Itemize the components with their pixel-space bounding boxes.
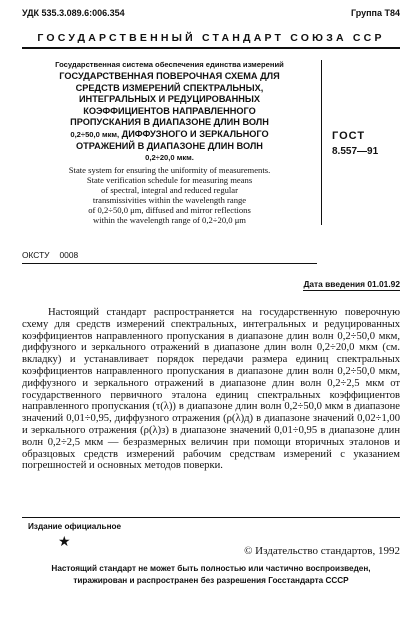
disclaimer-line: тиражирован и распространен без разрешения Госстандарта СССР [73, 576, 349, 585]
system-name: Государственная система обеспечения единства измерений [55, 60, 284, 69]
title-column [22, 60, 322, 225]
title-en-line: State system for ensuring the uniformity of measurements. [68, 164, 271, 175]
title-en-line: of spectral, integral and reduced regular [101, 184, 238, 195]
edition-label: Издание официальное [28, 522, 122, 531]
okstu-line [22, 250, 317, 264]
okstu-label: ОКСТУ [22, 250, 50, 260]
title-ru-line: ИНТЕГРАЛЬНЫХ И РЕДУЦИРОВАННЫХ [78, 94, 261, 105]
okstu-code: 0008 [59, 250, 79, 260]
gost-column [322, 60, 400, 225]
title-ru-line [22, 129, 317, 141]
title-ru-line: КОЭФФИЦИЕНТОВ НАПРАВЛЕННОГО [83, 105, 256, 116]
standard-banner: ГОСУДАРСТВЕННЫЙ СТАНДАРТ СОЮЗА ССР [22, 32, 400, 49]
title-en-line: transmissivities within the wavelength range [92, 194, 247, 205]
body-text [22, 307, 400, 472]
body-paragraph: Настоящий стандарт распространяется на государственную поверочную схему для средств измерений спектральных, интегральных и редуцированных коэффициентов направленного пропускания в диапазоне длин волн 0,2÷50,0 мкм, диффузного и зеркального отражений в диапазоне длин волн 0,2÷20,0 мкм (см. вкладку) и устанавливает порядок передачи размера единиц спектральных коэффициентов направленного пропускания в диапазоне длин волн 0,2÷50,0 мкм, диффузного и зеркального отражений в диапазоне длин волн 0,2÷2,5 мкм от государственного первичного эталона единиц спектральных коэффициентов направленного пропускания (τ(λ)) в диапазоне длин волн 0,2÷50,0 мкм в диапазоне значений 0,01÷0,95, диффузного отражения (ρ(λ)д) в диапазоне значений 0,02÷1,00 и зеркального отражения (ρ(λ)з) в диапазоне значений 0,01÷0,95 в диапазоне длин волн 0,2÷2,5 мкм — безразмерных величин при помощи вторичных эталонов и образцовых средств измерений рабочим средствам измерений с указанием погрешностей и основных методов поверки. [22, 307, 400, 472]
title-block [22, 60, 400, 225]
copyright-notice: © Издательство стандартов, 1992 [244, 545, 400, 557]
star-icon: ★ [58, 535, 71, 550]
title-ru-line: ПРОПУСКАНИЯ В ДИАПАЗОНЕ ДЛИН ВОЛН [70, 117, 269, 128]
title-ru-line: ГОСУДАРСТВЕННАЯ ПОВЕРОЧНАЯ СХЕМА ДЛЯ [59, 71, 280, 81]
title-ru-fragment: ДИФФУЗНОГО И ЗЕРКАЛЬНОГО [119, 128, 269, 139]
title-en-line: within the wavelength range of 0,2÷20,0 μm [93, 214, 246, 225]
title-ru-line: СРЕДСТВ ИЗМЕРЕНИЙ СПЕКТРАЛЬНЫХ, [75, 82, 264, 93]
header-line [22, 8, 400, 18]
disclaimer-line: Настоящий стандарт не может быть полностью или частично воспроизведен, [51, 564, 371, 573]
footer-divider [22, 517, 400, 518]
title-en-line: of 0,2÷50,0 μm, diffused and mirror reflections [88, 204, 251, 215]
group-code: Группа Т84 [350, 8, 400, 18]
gost-label: ГОСТ [332, 130, 366, 142]
udk-code: УДК 535.3.089.6:006.354 [22, 8, 125, 18]
reproduction-disclaimer [22, 563, 400, 587]
introduction-date: Дата введения 01.01.92 [303, 279, 400, 289]
title-ru-line: 0,2÷20,0 мкм. [145, 153, 194, 163]
title-russian [22, 71, 317, 164]
title-english [22, 165, 317, 225]
title-en-line: State verification schedule for measuring means [86, 174, 253, 185]
title-ru-line: ОТРАЖЕНИЙ В ДИАПАЗОНЕ ДЛИН ВОЛН [76, 140, 263, 151]
gost-number: 8.557—91 [332, 146, 379, 157]
title-ru-range: 0,2÷50,0 мкм, [70, 129, 120, 139]
